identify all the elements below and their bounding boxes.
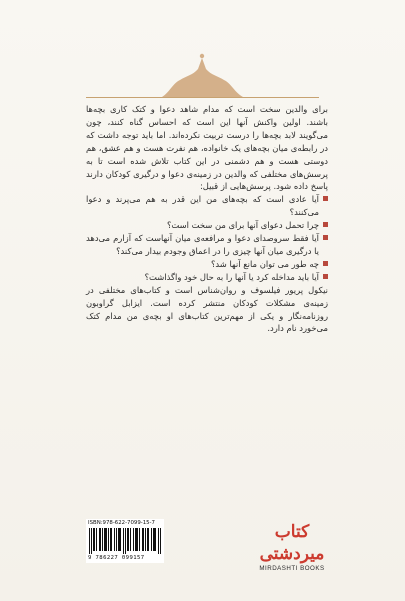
blurb (86, 103, 328, 335)
publisher-logo-mark: کتاب میردشتی (259, 522, 325, 564)
barcode-number: 9 786227 099157 (88, 555, 145, 561)
list-item: آیا عادی است که بچه‌های من این قدر به هم می‌پرند و دعوا می‌کنند؟ (86, 193, 328, 219)
bullet-icon (323, 235, 328, 240)
bullet-icon (323, 274, 328, 279)
list-item: آیا باید مداخله کرد یا آنها را به حال خود واگذاشت؟ (86, 271, 328, 284)
publisher-name-en: MIRDASHTI BOOKS (259, 565, 325, 572)
list-item: چه طور می توان مانع آنها شد؟ (86, 258, 328, 271)
bullet-icon (323, 196, 328, 201)
bullet-icon (323, 222, 328, 227)
ornament-rule (86, 97, 319, 98)
authors-paragraph: نیکول پریور فیلسوف و روان‌شناس است و کتاب‌های مختلفی در زمینه‌ی مشکلات کودکان منتشر کرده است. ایزابل گراوبون روزنامه‌نگار و یکی از مهم‌ترین کتاب‌های او بچه‌ی من مدام کتک می‌خورد نام دارد. (86, 284, 328, 334)
bullet-icon (323, 261, 328, 266)
list-item: چرا تحمل دعوای آنها برای من سخت است؟ (86, 219, 328, 232)
barcode (86, 519, 164, 563)
intro-paragraph: برای والدین سخت است که مدام شاهد دعوا و کتک کاری بچه‌ها باشند. اولین واکنش آنها این است که احساس گناه کنند، چون می‌گویند لابد بچه‌ها را درست تربیت نکرده‌اند. اما باید توجه داشت که در رابطه‌ی میان بچه‌های یک خانواده، هم نفرت هست و هم عشق، هم دوستی هست و هم دشمنی در این کتاب تلاش شده است تا به پرسش‌های مختلفی که والدین در زمینه‌ی دعوا و درگیری کودکان دارند پاسخ داده شود. پرسش‌هایی از قبیل: (86, 104, 328, 192)
dome-ornament-icon (0, 0, 405, 120)
question-list (86, 193, 328, 283)
list-item: آیا فقط سروصدای دعوا و مرافعه‌ی میان آنهاست که آزارم می‌دهد یا درگیری میان آنها چیزی را در اعماق وجودم بیدار می‌کند؟ (86, 232, 328, 258)
isbn-label: ISBN:978-622-7099-15-7 (88, 520, 155, 526)
publisher-logo (256, 521, 328, 572)
barcode-bars-icon (89, 528, 161, 554)
